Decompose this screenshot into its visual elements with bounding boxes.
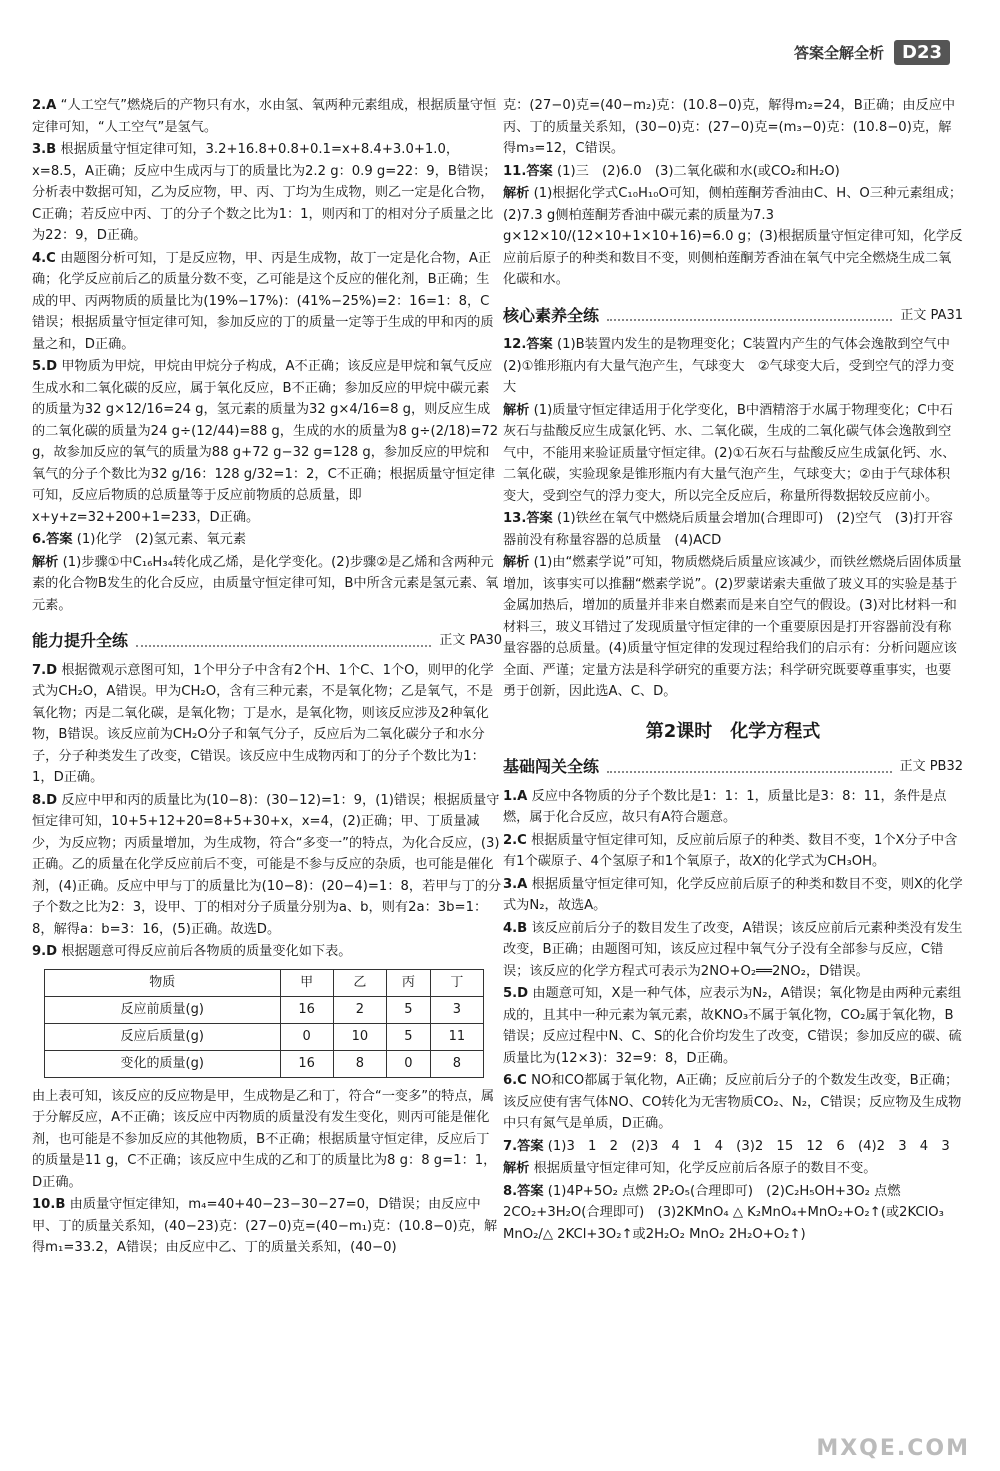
table-cell: 0: [387, 1050, 431, 1077]
watermark-logo: MXQE.COM: [816, 1436, 970, 1461]
answer-item: [503, 161, 963, 183]
answer-number: 3.A: [503, 876, 528, 892]
answer-text: (1)4P+5O₂ 点燃 2P₂O₅(合理即可) (2)C₂H₅OH+3O₂ 点燃 2CO₂+3H₂O(合理即可) (3)2KMnO₄ △ K₂MnO₄+MnO₂+O₂↑(或2KClO₃ MnO₂/△ 2KCl+3O₂↑或2H₂O₂ MnO₂ 2H₂O+O₂↑): [503, 1183, 944, 1242]
answer-number: 4.C: [32, 250, 56, 266]
answer-number: 9.D: [32, 944, 58, 959]
table-cell: 0: [280, 1023, 333, 1050]
answer-text: 由题图分析可知，丁是反应物，甲、丙是生成物，故丁一定是化合物，A正确；化学反应前后乙的质量分数不变，乙可能是这个反应的催化剂，B正确；生成的甲、丙两物质的质量比为(19%−17%)：(41%−25%)=2：16=1：8，C错误；根据质量守恒定律可知，参加反应的丁的质量一定等于生成的甲和丙的质量之和，D正确。: [32, 250, 494, 352]
answer-item: [32, 552, 502, 617]
answer-text: 根据题意可得反应前后各物质的质量变化如下表。: [61, 944, 352, 959]
answer-item: [503, 1070, 963, 1135]
table-cell: 3: [430, 996, 483, 1023]
answer-item: [32, 1194, 502, 1259]
table-cell: 10: [333, 1023, 386, 1050]
answer-number: 3.B: [32, 142, 57, 157]
after-table-text: 由上表可知，该反应的反应物是甲，生成物是乙和丁，符合“一变多”的特点，属于分解反应，A不正确；该反应中丙物质的质量没有发生变化，则丙可能是催化剂，也可能是不参加反应的其他物质，B不正确；根据质量守恒定律，反应后丁的质量是11 g，C不正确；该反应中生成的乙和丁的质量比为8 g：8 g=1：1，D正确。: [32, 1088, 497, 1190]
answer-text: 根据质量守恒定律可知，化学反应前后各原子的数目不变。: [533, 1161, 877, 1176]
section-ref: 正文 PA30: [439, 633, 502, 648]
answer-item: [32, 529, 502, 551]
page-number-badge: D23: [894, 40, 950, 65]
table-cell: 16: [280, 996, 333, 1023]
lesson-title: 第2课时 化学方程式: [645, 720, 821, 742]
answer-number: 解析: [503, 555, 530, 570]
answer-text: “人工空气”燃烧后的产物只有水，水由氢、氧两种元素组成，根据质量守恒定律可知，“人工空气”是氢气。: [32, 98, 497, 135]
left-column: [32, 95, 502, 1260]
table-cell: 变化的质量(g): [45, 1050, 281, 1077]
answer-item: [32, 248, 502, 356]
answer-number: 5.D: [32, 359, 58, 374]
answer-text: 根据质量守恒定律可知，3.2+16.8+0.8+0.1=x+8.4+3.0+1.0，x=8.5，A正确；反应中生成丙与丁的质量比为2.2 g：0.9 g=22：9，B错误；分析表中数据可知，乙为反应物，甲、丙、丁均为生成物，则乙一定是化合物，C正确；若反应中丙、丁的分子个数之比为1：1，则丙和丁的相对分子质量之比为22：9，D正确。: [32, 142, 497, 243]
answer-number: 12.答案: [503, 337, 553, 352]
answer-text: 根据质量守恒定律可知，化学反应前后原子的种类和数目不变，则X的化学式为N₂，故选A。: [503, 876, 963, 913]
section-divider: [607, 761, 892, 773]
mass-change-table: [44, 969, 484, 1078]
answer-text: 反应中甲和丙的质量比为(10−8)：(30−12)=1：9，(1)错误；根据质量守恒定律可知，10+5+12+20=8+5+30+x，x=4，(2)正确；甲、丁质量减少，为反应物；丙质量增加，为生成物，符合“多变一”的特点，为化合反应，(3)正确。乙的质量在化学反应前后不变，可能是不参与反应的杂质，也可能是催化剂，(4)正确。反应中甲与丁的质量比为(10−8)：(20−4)=1：8，若甲与丁的分子个数之比为2：3，设甲、丁的相对分子质量分别为a、b，则有2a：3b=1：8，解得a：b=3：16，(5)正确。故选D。: [32, 792, 502, 937]
answer-item: [503, 508, 963, 551]
answer-text: (1)B装置内发生的是物理变化；C装置内产生的气体会逸散到空气中 (2)①锥形瓶内有大量气泡产生，气球变大 ②气球变大后，受到空气的浮力变大: [503, 337, 964, 395]
answer-item: [503, 874, 963, 917]
section-divider: [607, 309, 892, 321]
answer-text: (1)根据化学式C₁₀H₁₀O可知，侧柏莲酮芳香油由C、H、O三种元素组成；(2)7.3 g侧柏莲酮芳香油中碳元素的质量为7.3 g×12×10/(12×10+1×10+16)=6.0 g；(3)根据质量守恒定律可知，化学反应前后原子的种类和数目不变，则侧柏莲酮芳香油在氧气中完全燃烧生成二氧化碳和水。: [503, 186, 963, 287]
table-cell: 2: [333, 996, 386, 1023]
table-cell: 16: [280, 1050, 333, 1077]
table-cell: 8: [333, 1050, 386, 1077]
table-header-cell: 丁: [430, 969, 483, 996]
section-title: 基础闯关全练: [503, 757, 600, 776]
table-row: [45, 1023, 484, 1050]
answer-text: (1)3 1 2 (2)3 4 1 4 (3)2 15 12 6 (4)2 3 4 3: [547, 1138, 950, 1154]
section-header-core: [503, 305, 963, 327]
answer-text: (1)由“燃素学说”可知，物质燃烧后质量应该减少，而铁丝燃烧后固体质量增加，该事实可以推翻“燃素学说”。(2)罗蒙诺索夫重做了玻义耳的实验是基于金属加热后，增加的质量并非来自燃素而是来自空气的假设。(3)对比材料一和材料三，玻义耳错过了发现质量守恒定律的一个重要原因是打开容器前没有称量容器的总质量。(4)质量守恒定律的发现过程给我们的启示有：分析问题应该全面、严谨；定量方法是科学研究的重要方法；科学研究既要尊重事实，也要勇于创新，因此选A、C、D。: [503, 555, 962, 699]
answer-number: 6.C: [503, 1073, 527, 1088]
answer-number: 解析: [503, 1161, 530, 1176]
section-title: 核心素养全练: [503, 305, 600, 325]
answer-text: 根据微观示意图可知，1个甲分子中含有2个H、1个C、1个O，则甲的化学式为CH₂O，A错误。甲为CH₂O，含有三种元素，不是氧化物；乙是氧气，不是氧化物；丙是二氧化碳，是氧化物；丁是水，是氧化物，则该反应涉及2种氧化物，B错误。该反应前为CH₂O分子和氧气分子，反应后为二氧化碳分子和水分子，分子种类发生了改变，C错误。该反应中生成物丙和丁的分子个数比为1：1，D正确。: [32, 662, 494, 785]
answer-number: 8.答案: [503, 1183, 544, 1199]
answer-text: 甲物质为甲烷，甲烷由甲烷分子构成，A不正确；该反应是甲烷和氧气反应生成水和二氧化碳的反应，属于氧化反应，B不正确；参加反应的甲烷中碳元素的质量为32 g×12/16=24 g，氢元素的质量为32 g×4/16=8 g，则反应生成的二氧化碳的质量为24 g÷(12/44)=88 g，生成的水的质量为8 g÷(2/18)=72 g，故参加反应的氧气的质量为88 g+72 g−32 g=128 g，参加反应的甲烷和氧气的分子个数比为32 g/16：128 g/32=1：2，C不正确；根据质量守恒定律可知，反应后物质的总质量等于反应前物质的总质量，即x+y+z=32+200+1=233，D正确。: [32, 359, 499, 525]
answer-number: 1.A: [503, 788, 528, 804]
table-header-cell: 丙: [387, 969, 431, 996]
answer-item: [503, 1136, 963, 1158]
answer-item: [503, 830, 963, 873]
section-header-basic: [503, 756, 963, 778]
header-title: 答案全解全析: [793, 44, 884, 62]
answer-item: [32, 790, 502, 941]
answer-item: [32, 941, 502, 963]
answer-number: 7.D: [32, 662, 58, 678]
table-header-cell: 乙: [333, 969, 386, 996]
answer-item: [32, 95, 502, 138]
answer-number: 6.答案: [32, 532, 73, 547]
answer-item: [503, 1181, 963, 1246]
answer-number: 解析: [503, 402, 530, 418]
answer-number: 7.答案: [503, 1138, 544, 1154]
table-cell: 5: [387, 1023, 431, 1050]
continuation-text: 克：(27−0)克=(40−m₂)克：(10.8−0)克，解得m₂=24，B正确；由反应中丙、丁的质量关系知，(30−0)克：(27−0)克=(m₃−0)克：(10.8−0)克，解得m₃=12，C错误。: [503, 98, 956, 156]
answer-number: 5.D: [503, 986, 529, 1001]
section-header-ability: [32, 630, 502, 652]
section-ref: 正文 PA31: [900, 307, 963, 323]
answer-text: 该反应前后分子的数目发生了改变，A错误；该反应前后元素种类没有发生改变，B正确；由题图可知，该反应过程中氧气分子没有全部参与反应，C错误；该反应的化学方程式可表示为2NO+O₂══2NO₂，D错误。: [503, 920, 963, 979]
table-cell: 8: [430, 1050, 483, 1077]
table-row: [45, 1050, 484, 1077]
answer-item: [32, 139, 502, 247]
answer-text: 由题意可知，X是一种气体，应表示为N₂，A错误；氧化物是由两种元素组成的，且其中一种元素为氧元素，故KNO₃不属于氧化物，CO₂属于氧化物，B错误；反应过程中N、C、S的化合价均发生了改变，C错误；参加反应的碳、硫质量比为(12×3)：32=9：8，D正确。: [503, 986, 962, 1066]
answer-item: [32, 660, 502, 789]
table-cell: 11: [430, 1023, 483, 1050]
table-cell: 反应后质量(g): [45, 1023, 281, 1050]
page-header: [794, 40, 950, 65]
section-title: 能力提升全练: [32, 631, 129, 650]
table-cell: 反应前质量(g): [45, 996, 281, 1023]
answer-item: [503, 786, 963, 829]
answer-text: 由质量守恒定律知，m₄=40+40−23−30−27=0，D错误；由反应中甲、丁的质量关系知，(40−23)克：(27−0)克=(40−m₁)克：(10.8−0)克，解得m₁=33.2，A错误；由反应中乙、丁的质量关系知，(40−0): [32, 1197, 498, 1255]
answer-number: 11.答案: [503, 163, 553, 179]
answer-number: 8.D: [32, 792, 58, 808]
answer-item: [503, 552, 963, 703]
answer-number: 13.答案: [503, 511, 553, 526]
answer-item: [503, 183, 963, 291]
table-header-cell: 甲: [280, 969, 333, 996]
answer-text: (1)化学 (2)氢元素、氧元素: [76, 532, 246, 547]
table-cell: 5: [387, 996, 431, 1023]
table-header-cell: 物质: [45, 969, 281, 996]
answer-number: 2.A: [32, 98, 57, 113]
answer-number: 2.C: [503, 832, 527, 848]
answer-number: 4.B: [503, 920, 528, 936]
answer-number: 解析: [32, 554, 59, 570]
answer-item: [503, 983, 963, 1069]
answer-text: 根据质量守恒定律可知，反应前后原子的种类、数目不变，1个X分子中含有1个碳原子、4个氢原子和1个氧原子，故X的化学式为CH₃OH。: [503, 832, 958, 869]
table-row: [45, 996, 484, 1023]
answer-item: [32, 356, 502, 528]
answer-number: 解析: [503, 186, 530, 201]
answer-text: (1)三 (2)6.0 (3)二氧化碳和水(或CO₂和H₂O): [556, 163, 840, 179]
answer-text: (1)铁丝在氧气中燃烧后质量会增加(合理即可) (2)空气 (3)打开容器前没有称量容器的总质量 (4)ACD: [503, 511, 953, 548]
answer-text: (1)质量守恒定律适用于化学变化，B中酒精溶于水属于物理变化；C中石灰石与盐酸反应生成氯化钙、水、二氧化碳，生成的二氧化碳气体会逸散到空气中，不能用来验证质量守恒定律。(2)①石灰石与盐酸反应生成氯化钙、水、二氧化碳，实验现象是锥形瓶内有大量气泡产生，气球变大；②由于气球体积变大，受到空气的浮力变大，所以完全反应后，称量所得数据较反应前小。: [503, 402, 956, 504]
answer-number: 10.B: [32, 1197, 66, 1212]
answer-item: [503, 400, 963, 508]
answer-text: NO和CO都属于氧化物，A正确；反应前后分子的个数发生改变，B正确；该反应使有害气体NO、CO转化为无害物质CO₂、N₂，C错误；反应物及生成物中只有氮气是单质，D正确。: [503, 1073, 962, 1131]
answer-item: [503, 334, 963, 399]
answer-item: [503, 1158, 963, 1180]
section-ref: 正文 PB32: [899, 759, 963, 774]
answer-text: 反应中各物质的分子个数比是1：1：1，质量比是3：8：11，条件是点燃，属于化合反应，故只有A符合题意。: [503, 788, 947, 825]
answer-item: [503, 918, 963, 983]
section-divider: [136, 635, 431, 647]
answer-text: (1)步骤①中C₁₆H₃₄转化成乙烯，是化学变化。(2)步骤②是乙烯和含两种元素的化合物B发生的化合反应，由质量守恒定律可知，B中所含元素是氢元素、氧元素。: [32, 554, 499, 613]
right-column: [503, 95, 963, 1246]
